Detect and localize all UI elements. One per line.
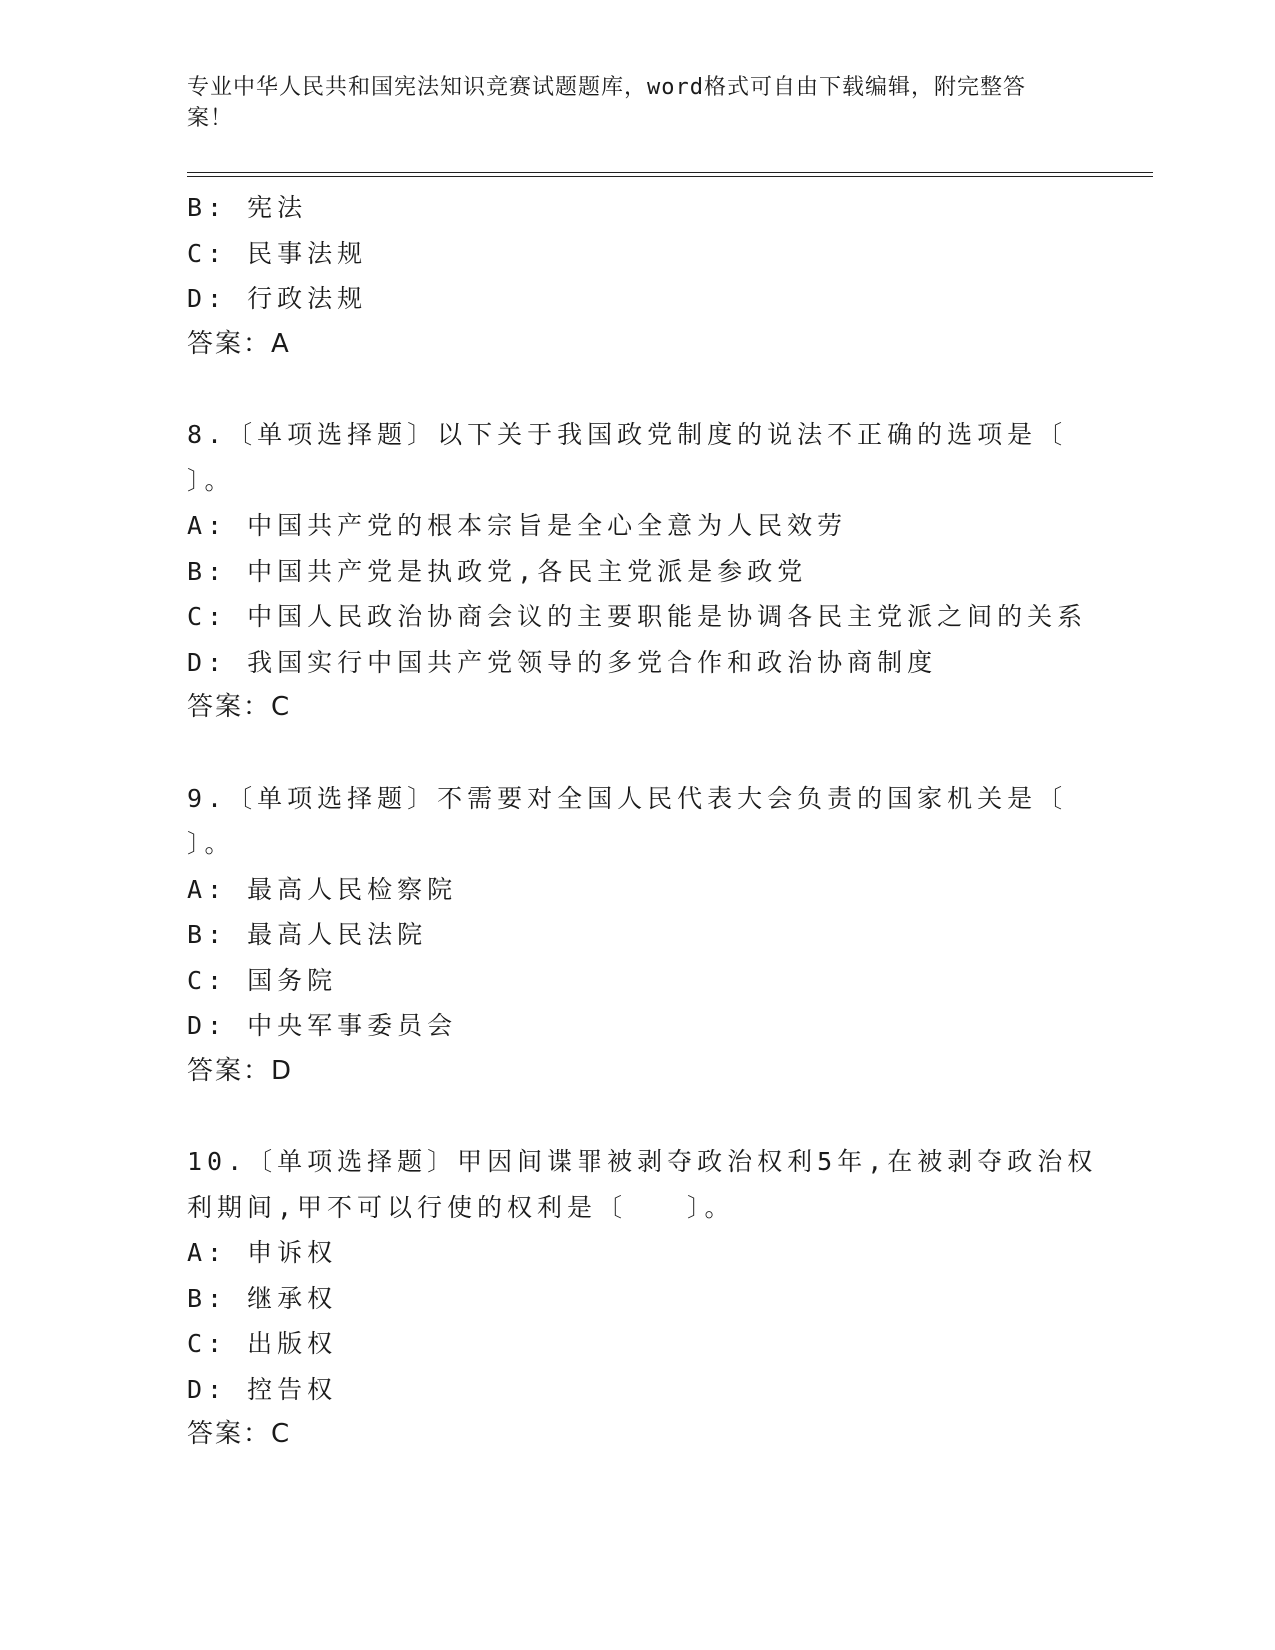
- answer-line: 答案：C: [187, 692, 292, 722]
- header-rule-top: [187, 172, 1153, 173]
- option-c: C: 出版权: [187, 1329, 338, 1358]
- option-d: D: 控告权: [187, 1374, 338, 1404]
- option-a: A: 最高人民检察院: [187, 874, 458, 904]
- question-8: [187, 412, 1187, 731]
- question-title-line: 10.〔单项选择题〕甲因间谍罪被剥夺政治权利5年,在被剥夺政治权: [187, 1147, 1098, 1176]
- option-c: C: 民事法规: [187, 238, 368, 268]
- question-title-line: 〕。: [187, 465, 235, 495]
- answer-line: 答案：D: [187, 1055, 294, 1086]
- option-c: C: 中国人民政治协商会议的主要职能是协调各民主党派之间的关系: [187, 602, 1088, 631]
- option-d: D: 中央军事委员会: [187, 1011, 458, 1040]
- option-a: A: 中国共产党的根本宗旨是全心全意为人民效劳: [187, 511, 848, 540]
- option-b: B: 继承权: [187, 1283, 338, 1313]
- continued-question: [187, 185, 1187, 367]
- option-d: D: 我国实行中国共产党领导的多党合作和政治协商制度: [187, 647, 938, 677]
- question-title-line: 〕。: [187, 829, 235, 858]
- question-9: [187, 776, 1187, 1095]
- option-d: D: 行政法规: [187, 284, 368, 313]
- header-rule-bottom: [187, 176, 1153, 177]
- answer-line: 答案：C: [187, 1419, 292, 1449]
- question-10: [187, 1139, 1187, 1458]
- page-header: [187, 72, 1067, 134]
- question-title-line: 利期间,甲不可以行使的权利是〔 〕。: [187, 1192, 735, 1222]
- header-text: 专业中华人民共和国宪法知识竞赛试题题库，word格式可自由下载编辑，附完整答案！: [187, 75, 1026, 131]
- question-title-line: 8.〔单项选择题〕以下关于我国政党制度的说法不正确的选项是〔: [187, 420, 1068, 449]
- option-b: B: 最高人民法院: [187, 920, 428, 949]
- option-c: C: 国务院: [187, 965, 338, 995]
- question-title-line: 9.〔单项选择题〕不需要对全国人民代表大会负责的国家机关是〔: [187, 783, 1068, 813]
- option-b: B: 宪法: [187, 193, 308, 222]
- option-a: A: 申诉权: [187, 1238, 338, 1267]
- answer-line: 答案：A: [187, 328, 291, 359]
- document-body: [187, 185, 1187, 1458]
- option-b: B: 中国共产党是执政党,各民主党派是参政党: [187, 556, 808, 586]
